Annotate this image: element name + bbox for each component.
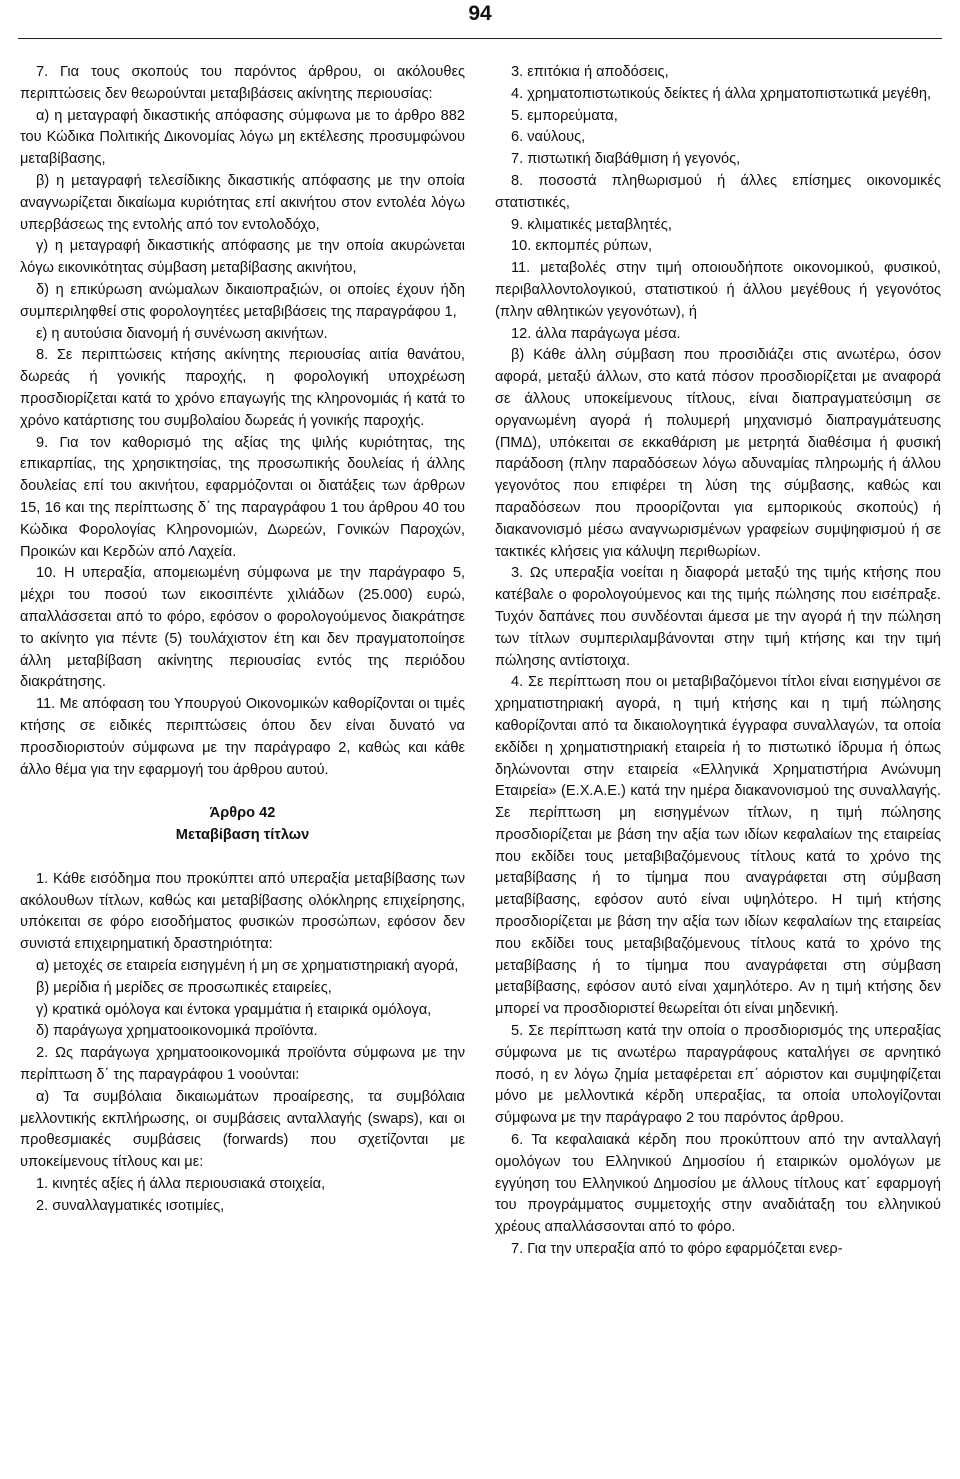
- article-heading: [20, 803, 465, 847]
- paragraph: 7. πιστωτική διαβάθμιση ή γεγονός,: [511, 151, 741, 168]
- paragraph: 3. Ως υπεραξία νοείται η διαφορά μεταξύ της τιμής κτήσης που κατέβαλε ο φορολογούμενος και της τιμής πώλησης που εισέπραξε. Τυχόν δαπάνες που συνδέονται άμεσα με την αγορά ή την πώληση των τίτλων συμπεριλαμβάνονται στην τιμή κτήσης και την τιμή πώλησης αντίστοιχα.: [495, 565, 941, 669]
- paragraph: 2. Ως παράγωγα χρηματοοικονομικά προϊόντα σύμφωνα με την περίπτωση δ΄ της παραγράφου 1 νοούνται:: [20, 1045, 465, 1084]
- paragraph: 11. Με απόφαση του Υπουργού Οικονομικών καθορίζονται οι τιμές κτήσης σε ειδικές περιπτώσεις όπου δεν είναι δυνατό να προσδιοριστούν σύμφωνα με την παράγραφο 2, καθώς και κάθε άλλο θέμα για την εφαρμογή του άρθρου αυτού.: [20, 696, 465, 778]
- paragraph: δ) η επικύρωση ανώμαλων δικαιοπραξιών, οι οποίες έχουν ήδη συμπεριληφθεί στις φορολογητέες μεταβιβάσεις της παραγράφου 1,: [20, 281, 465, 320]
- paragraph: 2. συναλλαγματικές ισοτιμίες,: [36, 1197, 225, 1214]
- paragraph: 1. Κάθε εισόδημα που προκύπτει από υπεραξία μεταβίβασης των ακόλουθων τίτλων, καθώς και μεταβίβασης ολόκληρης επιχείρησης, υπόκειται σε φόρο εισοδήματος φυσικών προσώπων, εφόσον δεν συνιστά επιχειρηματική δραστηριότητα:: [20, 870, 465, 953]
- left-column: [20, 62, 465, 1218]
- paragraph: β) η μεταγραφή τελεσίδικης δικαστικής απόφασης με την οποία αναγνωρίζεται δικαίωμα κυριότητας επί ακινήτου στον εντολέα λόγω υπερβάσεως της εντολής από τον εντολοδόχο,: [20, 172, 465, 233]
- paragraph: 7. Για τους σκοπούς του παρόντος άρθρου, οι ακόλουθες περιπτώσεις δεν θεωρούνται μεταβιβάσεις ακίνητης περιουσίας:: [20, 64, 465, 102]
- paragraph: δ) παράγωγα χρηματοοικονομικά προϊόντα.: [36, 1023, 318, 1040]
- article-title: Μεταβίβαση τίτλων: [175, 827, 310, 844]
- paragraph: α) Τα συμβόλαια δικαιωμάτων προαίρεσης, τα συμβόλαια μελλοντικής εκπλήρωσης, οι συμβάσεις ανταλλαγής (swaps), και οι προθεσμιακές συμβάσεις (forwards) που σχετίζονται με υποκείμενους τίτλους και με:: [20, 1088, 465, 1171]
- paragraph: β) μερίδια ή μερίδες σε προσωπικές εταιρείες,: [36, 979, 332, 996]
- paragraph: 6. Τα κεφαλαιακά κέρδη που προκύπτουν από την ανταλλαγή ομολόγων του Ελληνικού Δημοσίου ή εταιρικών ομολόγων με εγγύηση του Ελληνικού Δημοσίου με άλλους τίτλους κατ΄ εφαρμογή του προγράμματος συμμετοχής στην αναδιάταξη του ελληνικού χρέους απαλλάσσονται από το φόρο.: [495, 1132, 941, 1236]
- paragraph: 6. ναύλους,: [511, 129, 586, 146]
- header-divider: [18, 38, 942, 39]
- paragraph: 7. Για την υπεραξία από το φόρο εφαρμόζεται ενερ-: [511, 1241, 843, 1258]
- paragraph: γ) η μεταγραφή δικαστικής απόφασης με την οποία ακυρώνεται λόγω εικονικότητας σύμβαση μεταβίβασης ακινήτου,: [20, 238, 465, 277]
- paragraph: 8. ποσοστά πληθωρισμού ή άλλες επίσημες οικονομικές στατιστικές,: [495, 172, 941, 211]
- paragraph: 4. Σε περίπτωση που οι μεταβιβαζόμενοι τίτλοι είναι εισηγμένοι σε χρηματιστηριακή αγορά, η τιμή κτήσης και η τιμή πώλησης καθορίζονται από τα δικαιολογητικά έγγραφα συναλλαγών, τα οποία εκδίδει η χρηματιστηριακή εταιρεία ή το πιστωτικό ίδρυμα ή όπως δηλώνονται στην εταιρεία «Ελληνικά Χρηματιστήρια Ανώνυμη Εταιρεία» (Ε.Χ.Α.Ε.) κατά την ημέρα διακανονισμού της συναλλαγής. Σε περίπτωση μη εισηγμένων τίτλων, η τιμή πώλησης προσδιορίζεται με βάση την αξία των ιδίων κεφαλαίων της εταιρείας που εκδίδει τους μεταβιβαζόμενους τίτλους κατά το χρόνο της μεταβίβασης ή το τίμημα που αναγράφεται στη σύμβαση μεταβίβασης, εφόσον αυτό είναι υψηλότερο. Η τιμή κτήσης προσδιορίζεται με βάση την αξία των ιδίων κεφαλαίων της εταιρείας που εκδίδει τους μεταβιβαζόμενους τίτλους κατά το χρόνο της μεταβίβασης ή το τίμημα που αναγράφεται στη σύμβαση μεταβίβασης, εφόσον αυτό είναι χαμηλότερο. Αν η τιμή κτήσης δεν μπορεί να προσδιοριστεί θεωρείται ότι είναι μηδενική.: [495, 674, 941, 1018]
- paragraph: 9. κλιματικές μεταβλητές,: [511, 216, 672, 233]
- page-number: 94: [468, 2, 492, 25]
- paragraph: β) Κάθε άλλη σύμβαση που προσιδιάζει στις ανωτέρω, όσον αφορά, μεταξύ άλλων, στο κατά πόσον προσδιορίζεται με αναφορά σε άλλους υποκείμενους τίτλους, είναι διαπραγματεύσιμη σε οργανωμένη αγορά ή πολυμερή μηχανισμό διαπραγμάτευσης (ΠΜΔ), υπόκειται σε εκκαθάριση με μετρητά διαθέσιμα ή φυσική παράδοση (πλην παραδόσεων λόγω αδυναμίας πληρωμής ή άλλου γεγονότος που επιφέρει τη λύση της σύμβασης, καθώς και παραδόσεων που προορίζονται για εμπορικούς σκοπούς) ή διακανονισμό μέσω αναγνωρισμένων γραφείων συμψηφισμού ή σε τακτικές κλήσεις για κάλυψη περιθωρίων.: [495, 347, 941, 560]
- paragraph: 12. άλλα παράγωγα μέσα.: [511, 325, 681, 342]
- paragraph: 5. εμπορεύματα,: [511, 107, 618, 124]
- paragraph: α) η μεταγραφή δικαστικής απόφασης σύμφωνα με το άρθρο 882 του Κώδικα Πολιτικής Δικονομίας λόγω μη εκτέλεσης προσυμφώνου μεταβίβασης,: [20, 107, 465, 168]
- paragraph: 9. Για τον καθορισμό της αξίας της ψιλής κυριότητας, της επικαρπίας, της χρησικτησίας, της προσωπικής δουλείας ή άλλης δουλείας επί του ακινήτου, εφαρμόζονται οι διατάξεις των άρθρων 15, 16 και της περίπτωσης δ΄ της παραγράφου 1 του άρθρου 40 του Κώδικα Φορολογίας Κληρονομιών, Δωρεών, Γονικών Παροχών, Προικών και Κερδών από Λαχεία.: [20, 434, 465, 560]
- right-column: [495, 62, 941, 1261]
- article-number: Άρθρο 42: [209, 805, 276, 822]
- paragraph: 10. εκπομπές ρύπων,: [511, 238, 653, 255]
- paragraph: 3. επιτόκια ή αποδόσεις,: [511, 64, 669, 80]
- paragraph: 5. Σε περίπτωση κατά την οποία ο προσδιορισμός της υπεραξίας σύμφωνα με τις ανωτέρω παραγράφους καταλήγει σε αρνητικό ποσό, η εν λόγω ζημία μεταφέρεται επ΄ αόριστον και συμψηφίζεται μόνο με μελλοντικά κέρδη υπεραξίας, τα οποία υπολογίζονται σύμφωνα με την παράγραφο 2 του παρόντος άρθρου.: [495, 1023, 941, 1127]
- paragraph: 1. κινητές αξίες ή άλλα περιουσιακά στοιχεία,: [36, 1176, 326, 1193]
- paragraph: γ) κρατικά ομόλογα και έντοκα γραμμάτια ή εταιρικά ομόλογα,: [36, 1001, 432, 1018]
- paragraph: 8. Σε περιπτώσεις κτήσης ακίνητης περιουσίας αιτία θανάτου, δωρεάς ή γονικής παροχής, η φορολογική υποχρέωση προσδιορίζεται κατά το χρόνο επαγωγής της κληρονομιάς ή κατά το χρόνο κατάρτισης του συμβολαίου δωρεάς ή γονικής παροχής.: [20, 347, 465, 429]
- paragraph: 4. χρηματοπιστωτικούς δείκτες ή άλλα χρηματοπιστωτικά μεγέθη,: [511, 85, 932, 102]
- paragraph: α) μετοχές σε εταιρεία εισηγμένη ή μη σε χρηματιστηριακή αγορά,: [36, 958, 459, 975]
- paragraph: 10. Η υπεραξία, απομειωμένη σύμφωνα με την παράγραφο 5, μέχρι του ποσού των εικοσιπέντε χιλιάδων (25.000) ευρώ, απαλλάσσεται από το φόρο, εφόσον ο φορολογούμενος διακράτησε το ακίνητο για πέντε (5) τουλάχιστον έτη και δεν πραγματοποίησε άλλη μεταβίβαση ακίνητης περιουσίας εντός της περιόδου διακράτησης.: [20, 565, 465, 691]
- paragraph: ε) η αυτούσια διανομή ή συνένωση ακινήτων.: [36, 325, 328, 342]
- paragraph: 11. μεταβολές στην τιμή οποιουδήποτε οικονομικού, φυσικού, περιβαλλοντολογικού, στατιστικού ή άλλου μεγέθους ή γεγονότος (πλην αθλητικών γεγονότων), ή: [495, 260, 941, 320]
